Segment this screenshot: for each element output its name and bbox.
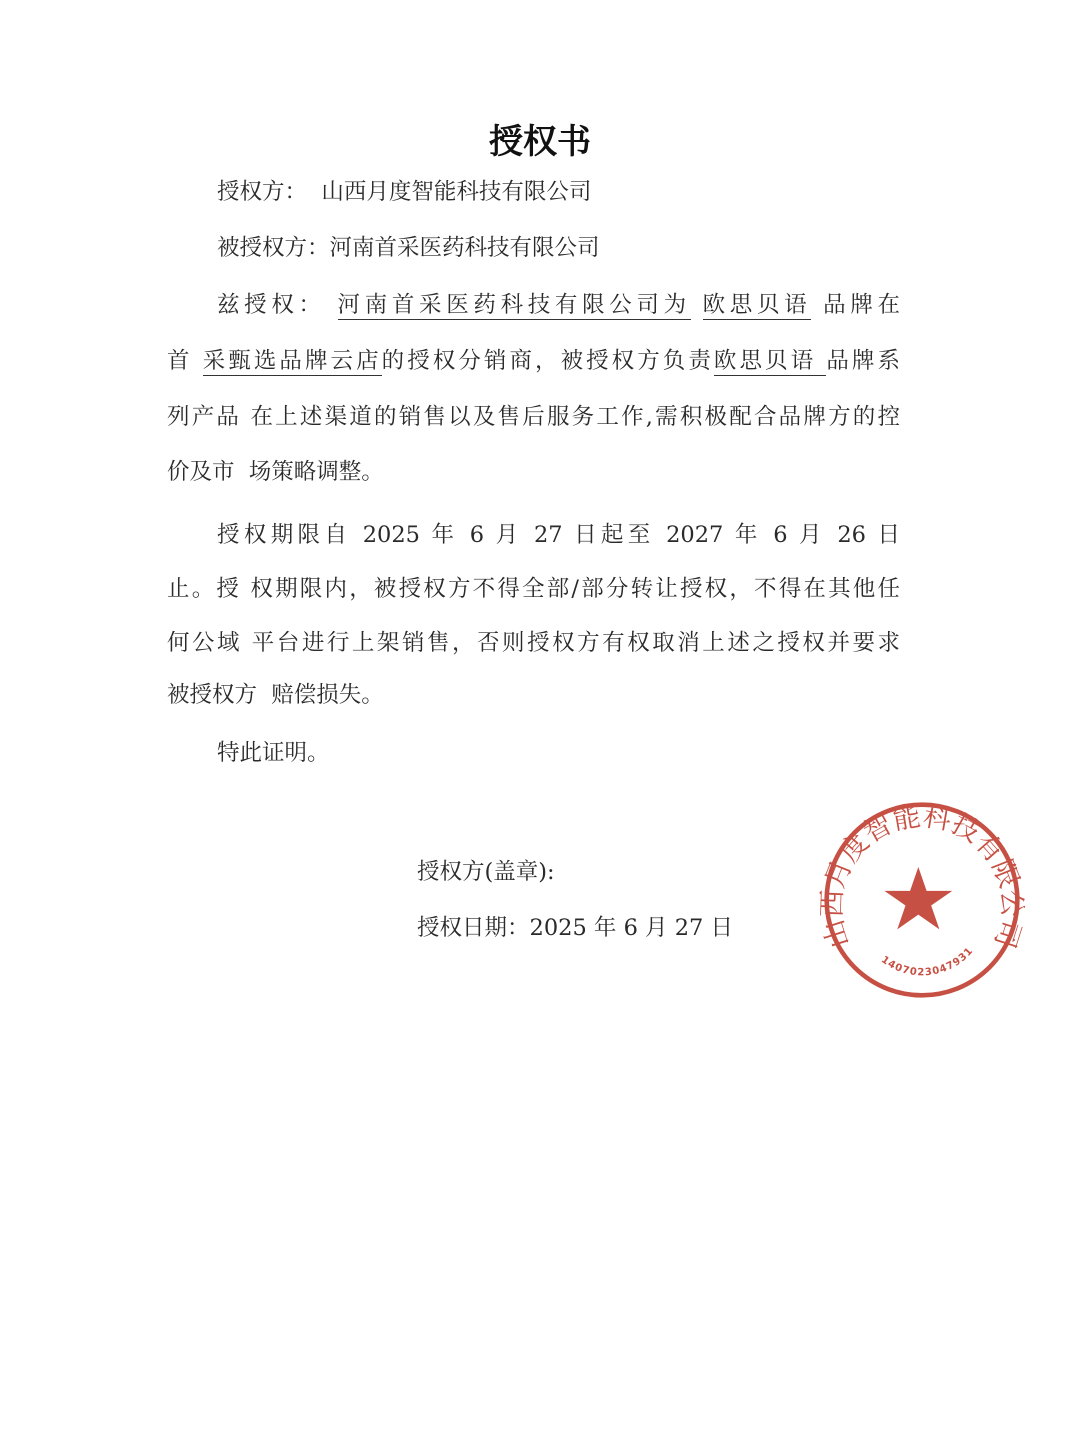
closing-text: 特此证明。 [217, 740, 330, 766]
brand-underlined: 欧思贝语 [713, 348, 827, 374]
text: 的授权分销商，被授权方负责 [381, 348, 714, 374]
seal-number: 1407023047931 [878, 945, 976, 979]
stamp-label: 授权方(盖章): [417, 859, 555, 885]
grant-label: 兹授权： [217, 292, 326, 318]
grant-line-3: 列产品 在上述渠道的销售以及售后服务工作,需积极配合品牌方的控 [167, 404, 900, 430]
term-line-3: 何公域 平台进行上架销售，否则授权方有权取消上述之授权并要求 [167, 630, 900, 656]
document-title: 授权书 [489, 122, 591, 162]
text: 首 [167, 348, 203, 374]
term-line-4: 被授权方 赔偿损失。 [167, 682, 384, 708]
seal-company-text: 山西月度智能科技有限公司 [815, 800, 1029, 952]
grant-line-2 [167, 345, 900, 377]
grant-line-4: 价及市 场策略调整。 [167, 459, 384, 485]
grantor-name: 山西月度智能科技有限公司 [321, 179, 592, 205]
text: 品牌在 [823, 292, 900, 318]
grantee-name: 河南首采医药科技有限公司 [329, 235, 600, 261]
company-seal [812, 790, 1032, 1010]
term-line-2: 止。授 权期限内，被授权方不得全部/部分转让授权，不得在其他任 [167, 576, 900, 602]
grantee-label: 被授权方： [217, 235, 330, 261]
grantor-label: 授权方： [217, 179, 308, 205]
grantor-line [217, 176, 591, 208]
date-value: 2025 年 6 月 27 日 [529, 915, 733, 941]
grant-line-1 [217, 289, 900, 321]
grantee-underlined: 河南首采医药科技有限公司为 [337, 292, 691, 318]
date-label: 授权日期： [417, 915, 530, 941]
brand-underlined: 欧思贝语 [702, 292, 812, 318]
date-line [417, 912, 733, 944]
star-icon [884, 867, 952, 929]
term-line-1: 授权期限自 2025 年 6 月 27 日起至 2027 年 6 月 26 日 [217, 522, 900, 548]
grantee-line [217, 232, 600, 264]
text: 品牌系 [826, 348, 900, 374]
channel-underlined: 采甄选品牌云店 [202, 348, 382, 374]
